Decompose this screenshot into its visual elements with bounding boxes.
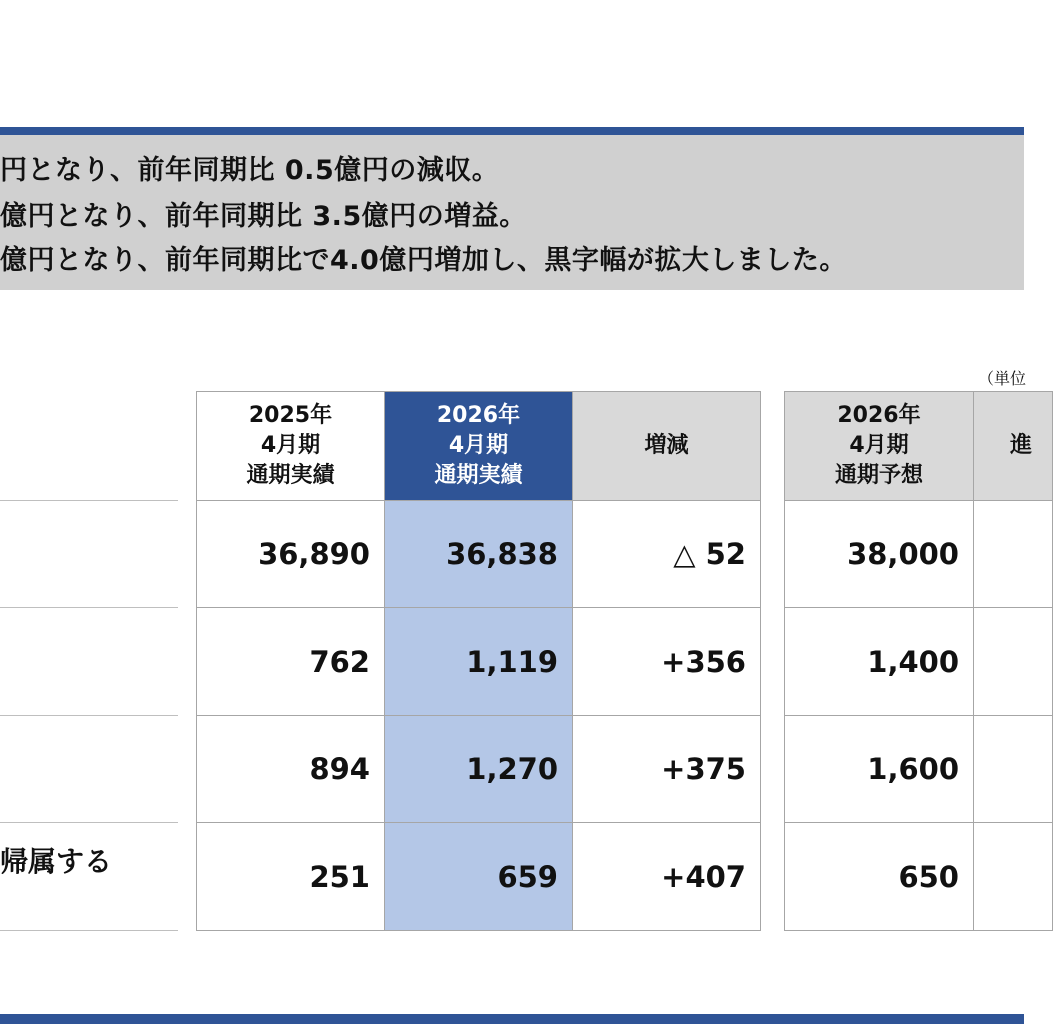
cell-change-row3: +375	[572, 715, 761, 823]
cell-fy2025-row2: 762	[196, 607, 385, 716]
row-separator	[0, 822, 178, 823]
cell-fy2026-row2: 1,119	[384, 607, 573, 716]
header-progress-label: 進	[1010, 433, 1033, 458]
cell-progress-row3	[973, 715, 1053, 823]
header-fy2026-forecast	[784, 391, 974, 501]
header-fy2025-actual	[196, 391, 385, 501]
row-separator	[0, 930, 178, 931]
header-type: 通期予想	[834, 463, 923, 488]
header-type: 通期実績	[246, 463, 335, 488]
cell-forecast-row3: 1,600	[784, 715, 974, 823]
cell-fy2026-row4: 659	[384, 822, 573, 931]
cell-change-row4: +407	[572, 822, 761, 931]
header-period: 4月期	[260, 433, 321, 458]
header-period: 4月期	[448, 433, 509, 458]
header-change	[572, 391, 761, 501]
bottom-accent-bar	[0, 1014, 1024, 1024]
header-year: 2025年	[248, 403, 333, 428]
cell-forecast-row4: 650	[784, 822, 974, 931]
row-separator	[0, 607, 178, 608]
unit-note: （単位	[978, 369, 1027, 388]
top-accent-bar	[0, 127, 1024, 135]
header-fy2026-actual	[384, 391, 573, 501]
row-separator	[0, 715, 178, 716]
cell-fy2025-row1: 36,890	[196, 500, 385, 608]
cell-fy2025-row3: 894	[196, 715, 385, 823]
summary-line-net-profit: 億円となり、前年同期比で4.0億円増加し、黒字幅が拡大しました。	[0, 245, 847, 276]
summary-line-operating-profit: 億円となり、前年同期比 3.5億円の増益。	[0, 201, 527, 232]
header-period: 4月期	[849, 433, 909, 458]
cell-fy2025-row4: 251	[196, 822, 385, 931]
cell-progress-row4	[973, 822, 1053, 931]
cell-fy2026-row3: 1,270	[384, 715, 573, 823]
header-progress	[973, 391, 1053, 501]
header-year: 2026年	[837, 403, 921, 428]
header-type: 通期実績	[434, 463, 523, 488]
cell-fy2026-row1: 36,838	[384, 500, 573, 608]
cell-change-row2: +356	[572, 607, 761, 716]
cell-change-row1: △ 52	[572, 500, 761, 608]
cell-progress-row1	[973, 500, 1053, 608]
cell-progress-row2	[973, 607, 1053, 716]
cell-forecast-row1: 38,000	[784, 500, 974, 608]
row-label-net-profit: 帰属する	[0, 845, 113, 878]
cell-forecast-row2: 1,400	[784, 607, 974, 716]
header-year: 2026年	[436, 403, 521, 428]
header-change-label: 増減	[644, 433, 689, 458]
row-separator	[0, 500, 178, 501]
summary-line-revenue: 円となり、前年同期比 0.5億円の減収。	[0, 155, 500, 186]
